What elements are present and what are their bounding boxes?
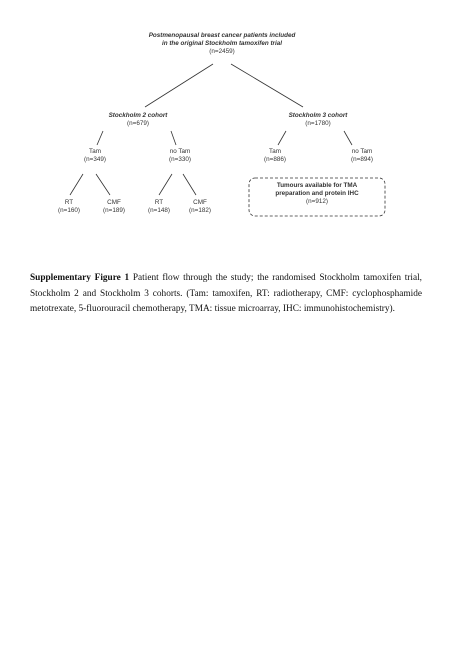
tam-cmf-title: CMF (107, 199, 121, 206)
s2-notam-title: no Tam (169, 148, 191, 155)
s3-notam-title: no Tam (351, 148, 373, 155)
tma-line2: preparation and protein IHC (275, 190, 359, 197)
notam-rt-count: (n=148) (148, 207, 170, 214)
tma-node (249, 182, 385, 206)
caption-label: Supplementary Figure 1 (30, 273, 130, 284)
s3-notam-count: (n=894) (351, 156, 373, 163)
edge-root-s2 (145, 64, 213, 107)
s3-notam-node (337, 148, 387, 164)
root-line2: in the original Stockholm tamoxifen trial (161, 40, 282, 47)
stockholm2-node (98, 112, 178, 128)
s2-tam-node (70, 148, 120, 164)
stockholm3-count: (n=1780) (305, 120, 331, 127)
edge-s2-notam (171, 131, 176, 145)
root-count: (n=2459) (209, 48, 235, 55)
edge-notam-rt (159, 174, 172, 195)
s2-tam-title: Tam (89, 148, 101, 155)
tam-rt-title: RT (64, 199, 74, 206)
notam-cmf-title: CMF (193, 199, 207, 206)
stockholm2-count: (n=679) (127, 120, 149, 127)
notam-cmf-node (176, 199, 224, 215)
edge-root-s3 (231, 64, 303, 107)
tam-rt-node (45, 199, 93, 215)
s2-notam-count: (n=330) (169, 156, 191, 163)
root-node (122, 32, 322, 56)
s3-tam-node (250, 148, 300, 164)
tma-line1: Tumours available for TMA (276, 182, 358, 189)
notam-rt-title: RT (154, 199, 164, 206)
s3-tam-title: Tam (269, 148, 281, 155)
s2-tam-count: (n=349) (84, 156, 106, 163)
s3-tam-count: (n=886) (264, 156, 286, 163)
edge-s2-tam (97, 131, 103, 145)
edge-tam-cmf (96, 174, 110, 195)
stockholm3-node (278, 112, 358, 128)
s2-notam-node (155, 148, 205, 164)
edge-s3-tam (278, 131, 286, 145)
edge-s3-notam (344, 131, 352, 145)
stockholm2-title: Stockholm 2 cohort (108, 112, 168, 119)
tam-cmf-count: (n=189) (103, 207, 125, 214)
tma-count: (n=912) (306, 198, 328, 205)
edge-tam-rt (70, 174, 83, 195)
tam-cmf-node (90, 199, 138, 215)
caption-text: Patient flow through the study; the randomised Stockholm tamoxifen trial, Stockholm 2 and Stockholm 3 cohorts. (Tam: tamoxifen, RT: radiotherapy, CMF: cyclophosphamide metotrexate, 5-fluorouracil chemotherapy, TMA: tissue microarray, IHC: immunohistochemistry). (30, 273, 423, 315)
edge-notam-cmf (183, 174, 196, 195)
figure-caption (30, 271, 422, 317)
notam-cmf-count: (n=182) (189, 207, 211, 214)
root-line1: Postmenopausal breast cancer patients included (148, 32, 296, 39)
tam-rt-count: (n=160) (58, 207, 80, 214)
stockholm3-title: Stockholm 3 cohort (288, 112, 348, 119)
